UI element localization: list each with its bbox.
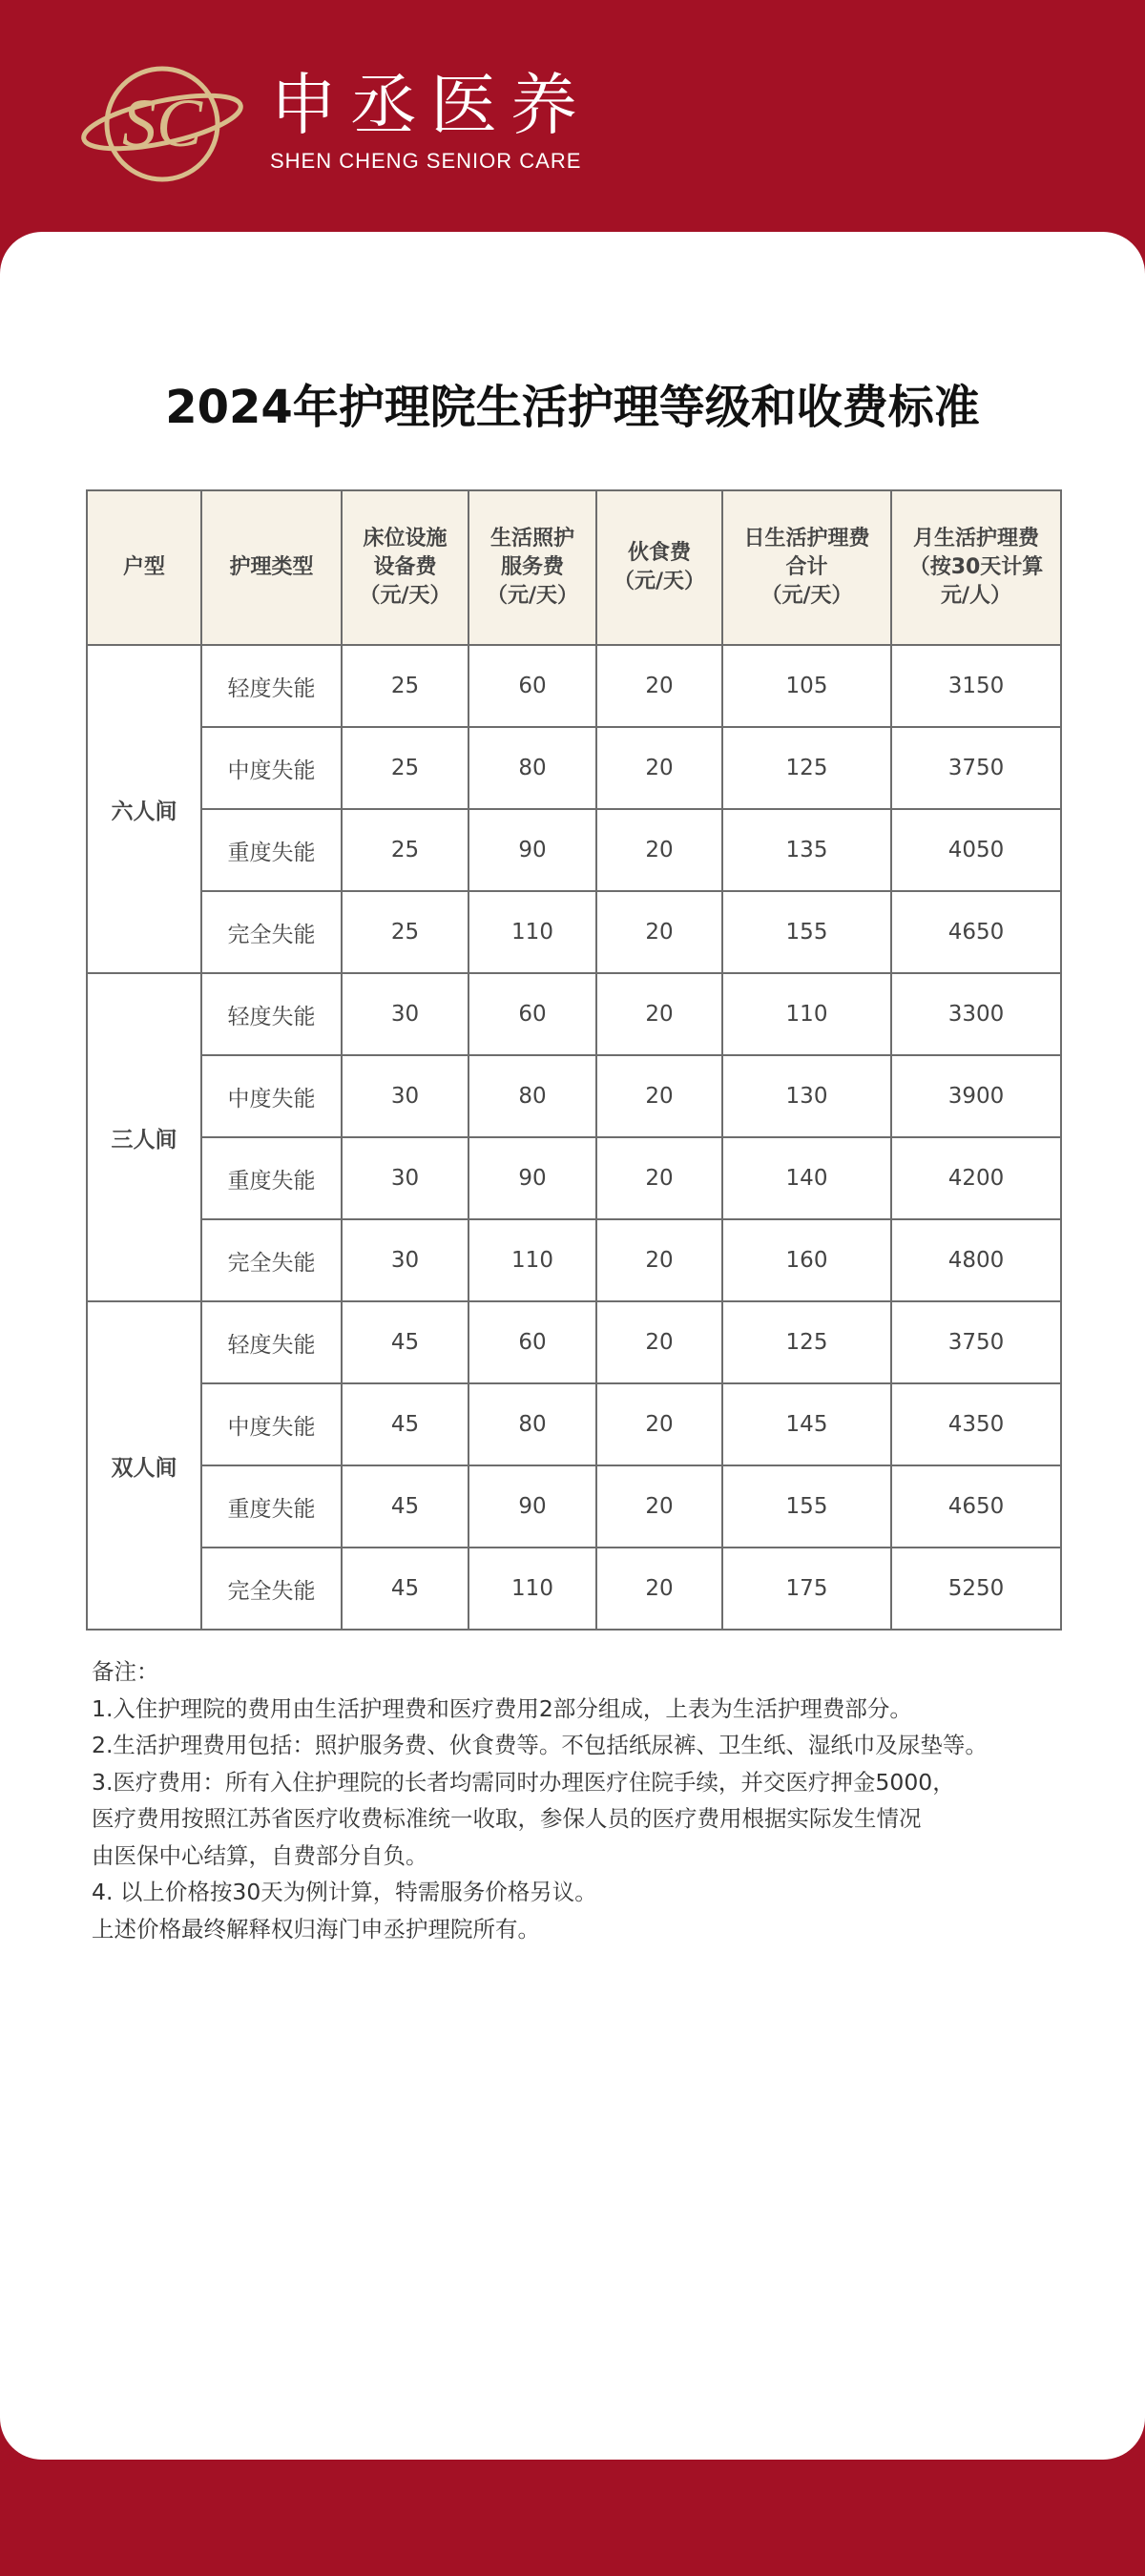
note-line: 1.入住护理院的费用由生活护理费和医疗费用2部分组成，上表为生活护理费部分。 [92, 1694, 912, 1722]
monthly-cell: 4800 [891, 1219, 1061, 1301]
table-row [87, 1548, 1061, 1630]
care-cell: 60 [468, 645, 596, 727]
page-title: 2024年护理院生活护理等级和收费标准 [165, 381, 980, 434]
room-type-cell: 双人间 [87, 1301, 201, 1630]
bed-cell: 30 [342, 1137, 468, 1219]
daily-cell: 155 [722, 1465, 891, 1548]
table-row [87, 1137, 1061, 1219]
header-level: 护理类型 [201, 490, 342, 645]
table-row [87, 1465, 1061, 1548]
meal-cell: 20 [596, 1137, 722, 1219]
header-banner [0, 0, 1145, 229]
room-type-cell: 三人间 [87, 973, 201, 1301]
level-cell: 轻度失能 [201, 1301, 342, 1383]
care-cell: 110 [468, 1219, 596, 1301]
daily-cell: 175 [722, 1548, 891, 1630]
care-cell: 60 [468, 973, 596, 1055]
care-cell: 110 [468, 1548, 596, 1630]
note-line: 上述价格最终解释权归海门申丞护理院所有。 [92, 1915, 540, 1942]
meal-cell: 20 [596, 1548, 722, 1630]
monthly-cell: 5250 [891, 1548, 1061, 1630]
table-body [87, 645, 1061, 1630]
note-line: 2.生活护理费用包括：照护服务费、伙食费等。不包括纸尿裤、卫生纸、湿纸巾及尿垫等。 [92, 1732, 988, 1758]
notes-section [92, 1653, 1065, 1947]
level-cell: 中度失能 [201, 1383, 342, 1465]
meal-cell: 20 [596, 973, 722, 1055]
fee-table [86, 489, 1062, 1631]
daily-cell: 160 [722, 1219, 891, 1301]
table-row [87, 1219, 1061, 1301]
monthly-cell: 4650 [891, 1465, 1061, 1548]
brand-logo-icon [76, 55, 248, 189]
care-cell: 110 [468, 891, 596, 973]
header-monthly: 月生活护理费 （按30天计算 元/人） [891, 490, 1061, 645]
bed-cell: 45 [342, 1548, 468, 1630]
logo-letters: SC [121, 85, 203, 161]
content-card [0, 232, 1145, 2460]
level-cell: 轻度失能 [201, 645, 342, 727]
bed-cell: 45 [342, 1383, 468, 1465]
meal-cell: 20 [596, 1055, 722, 1137]
monthly-cell: 3900 [891, 1055, 1061, 1137]
care-cell: 90 [468, 809, 596, 891]
care-cell: 80 [468, 1383, 596, 1465]
bed-cell: 25 [342, 809, 468, 891]
table-row [87, 1055, 1061, 1137]
meal-cell: 20 [596, 1301, 722, 1383]
table-row [87, 645, 1061, 727]
monthly-cell: 3750 [891, 727, 1061, 809]
header-room: 户型 [87, 490, 201, 645]
daily-cell: 145 [722, 1383, 891, 1465]
table-row [87, 809, 1061, 891]
brand-name-en: SHEN CHENG SENIOR CARE [270, 149, 582, 173]
bed-cell: 45 [342, 1465, 468, 1548]
bed-cell: 25 [342, 645, 468, 727]
meal-cell: 20 [596, 1465, 722, 1548]
daily-cell: 130 [722, 1055, 891, 1137]
monthly-cell: 4650 [891, 891, 1061, 973]
room-type-cell: 六人间 [87, 645, 201, 973]
level-cell: 重度失能 [201, 1137, 342, 1219]
brand-name-cn: 申丞医养 [270, 66, 591, 144]
bed-cell: 30 [342, 1219, 468, 1301]
care-cell: 90 [468, 1465, 596, 1548]
daily-cell: 125 [722, 1301, 891, 1383]
care-cell: 90 [468, 1137, 596, 1219]
table-header-row [87, 490, 1061, 645]
monthly-cell: 4350 [891, 1383, 1061, 1465]
level-cell: 完全失能 [201, 1219, 342, 1301]
monthly-cell: 4050 [891, 809, 1061, 891]
monthly-cell: 3300 [891, 973, 1061, 1055]
daily-cell: 105 [722, 645, 891, 727]
table-row [87, 727, 1061, 809]
header-meal: 伙食费 （元/天） [596, 490, 722, 645]
level-cell: 中度失能 [201, 727, 342, 809]
table-row [87, 1301, 1061, 1383]
level-cell: 重度失能 [201, 809, 342, 891]
bed-cell: 45 [342, 1301, 468, 1383]
level-cell: 完全失能 [201, 891, 342, 973]
monthly-cell: 4200 [891, 1137, 1061, 1219]
bed-cell: 25 [342, 891, 468, 973]
daily-cell: 140 [722, 1137, 891, 1219]
meal-cell: 20 [596, 809, 722, 891]
note-line: 医疗费用按照江苏省医疗收费标准统一收取，参保人员的医疗费用根据实际发生情况 [92, 1805, 922, 1832]
care-cell: 80 [468, 727, 596, 809]
meal-cell: 20 [596, 891, 722, 973]
header-care: 生活照护 服务费 （元/天） [468, 490, 596, 645]
table-row [87, 891, 1061, 973]
care-cell: 80 [468, 1055, 596, 1137]
table-row [87, 1383, 1061, 1465]
note-line: 3.医疗费用：所有入住护理院的长者均需同时办理医疗住院手续，并交医疗押金5000， [92, 1768, 955, 1796]
bed-cell: 30 [342, 1055, 468, 1137]
daily-cell: 135 [722, 809, 891, 891]
monthly-cell: 3150 [891, 645, 1061, 727]
level-cell: 中度失能 [201, 1055, 342, 1137]
level-cell: 轻度失能 [201, 973, 342, 1055]
meal-cell: 20 [596, 645, 722, 727]
notes-heading: 备注： [92, 1658, 159, 1685]
table-row [87, 973, 1061, 1055]
bed-cell: 30 [342, 973, 468, 1055]
daily-cell: 125 [722, 727, 891, 809]
header-bed: 床位设施 设备费 （元/天） [342, 490, 468, 645]
note-line: 由医保中心结算，自费部分自负。 [92, 1841, 428, 1869]
meal-cell: 20 [596, 727, 722, 809]
meal-cell: 20 [596, 1383, 722, 1465]
note-line: 4. 以上价格按30天为例计算，特需服务价格另议。 [92, 1879, 597, 1905]
care-cell: 60 [468, 1301, 596, 1383]
bed-cell: 25 [342, 727, 468, 809]
level-cell: 重度失能 [201, 1465, 342, 1548]
meal-cell: 20 [596, 1219, 722, 1301]
monthly-cell: 3750 [891, 1301, 1061, 1383]
level-cell: 完全失能 [201, 1548, 342, 1630]
header-daily: 日生活护理费 合计 （元/天） [722, 490, 891, 645]
daily-cell: 155 [722, 891, 891, 973]
daily-cell: 110 [722, 973, 891, 1055]
